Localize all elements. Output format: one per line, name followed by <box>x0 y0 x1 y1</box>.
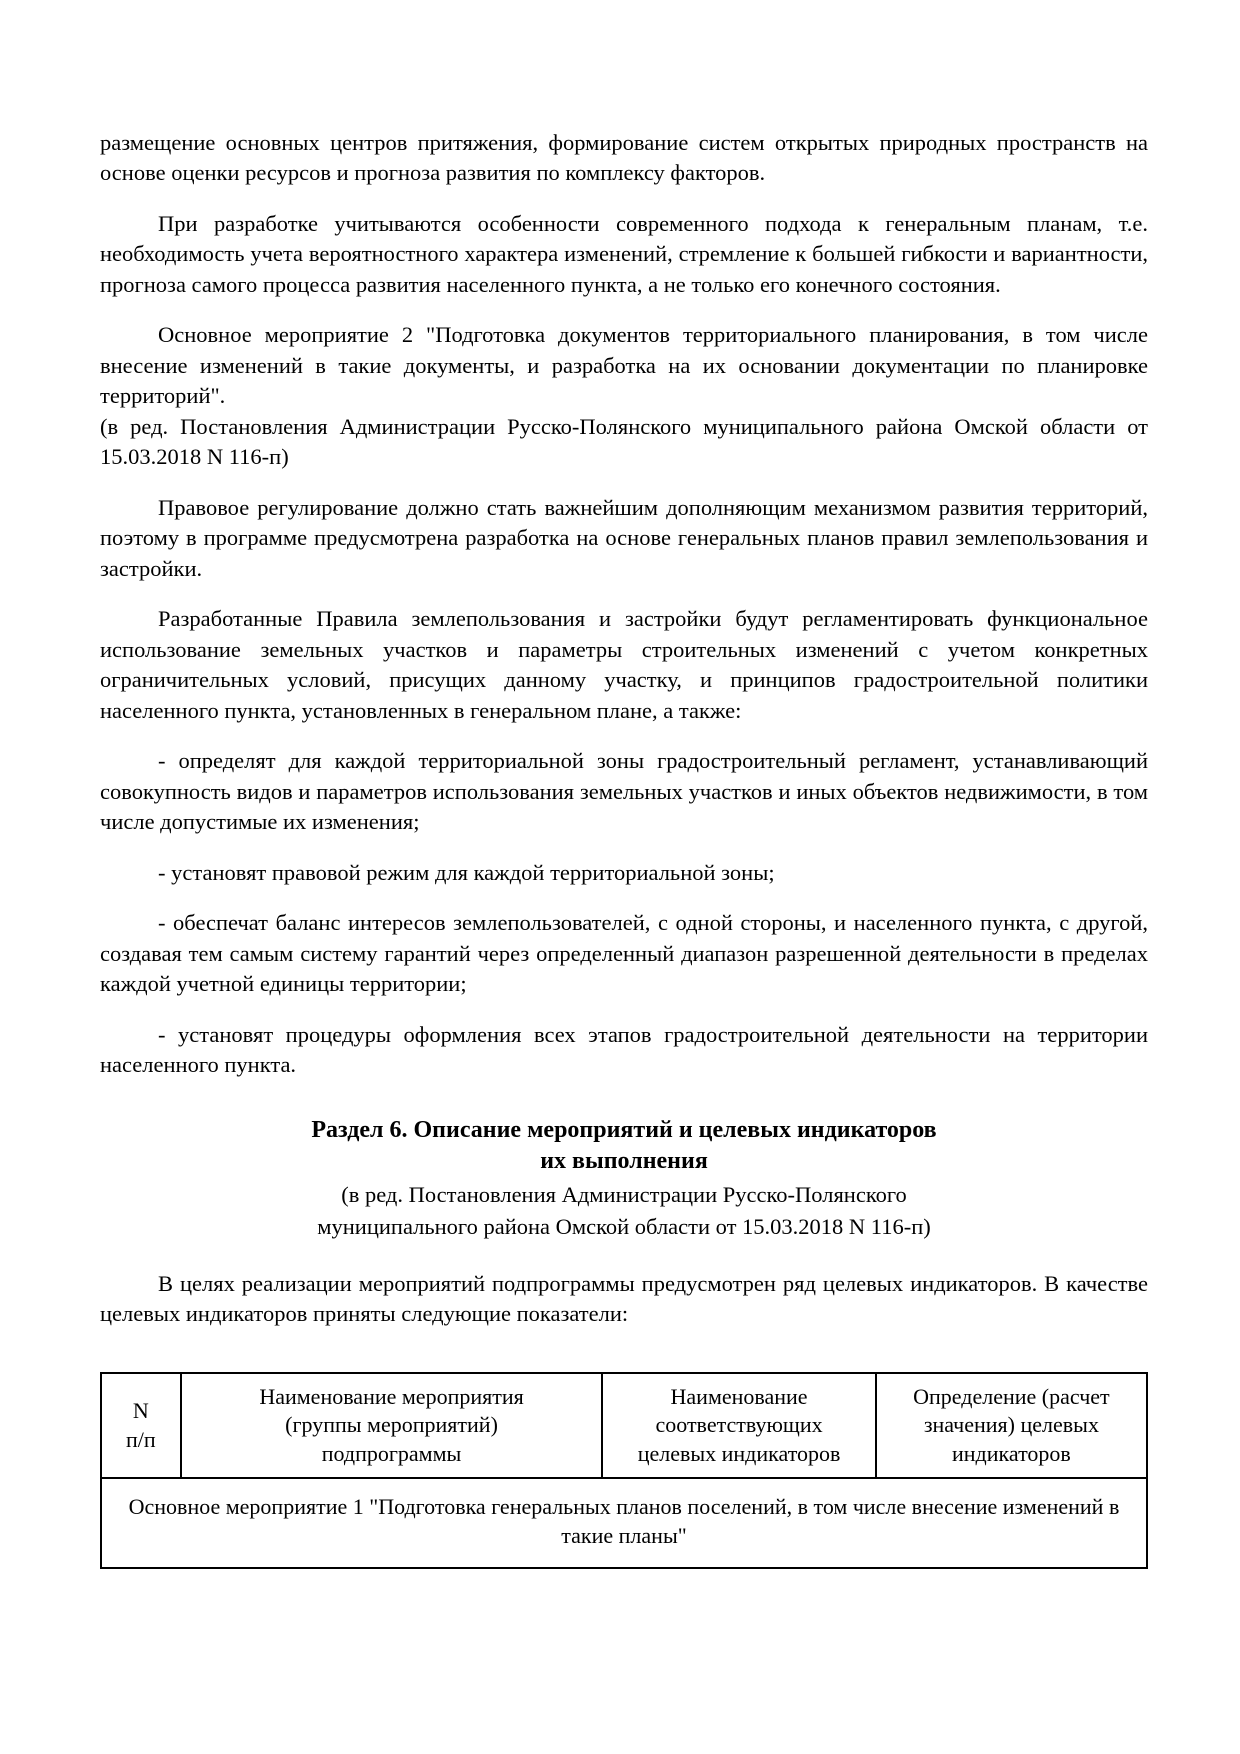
paragraph-continued: размещение основных центров притяжения, формирование систем открытых природных пространств на основе оценки ресурсов и прогноза развития по комплексу факторов. <box>100 130 1148 186</box>
paragraph-intro-indicators: В целях реализации мероприятий подпрограммы предусмотрен ряд целевых индикаторов. В качестве целевых индикаторов приняты следующие показатели: <box>100 1270 1148 1327</box>
table-header-number <box>101 1373 181 1479</box>
table-header-measure-name <box>181 1373 603 1479</box>
table-row <box>101 1478 1147 1567</box>
paragraph-bullet-regulation: - определят для каждой территориальной зоны градостроительный регламент, устанавливающий совокупность видов и параметров использования земельных участков и иных объектов недвижимости, в том числе допустимые их изменения; <box>100 748 1148 835</box>
table-header-indicator-name-line-1: Наименование <box>670 1383 808 1409</box>
table-header-indicator-name <box>602 1373 875 1479</box>
table-header-measure-name-line-1: Наименование мероприятия <box>259 1383 524 1409</box>
section-title-line-1: Раздел 6. Описание мероприятий и целевых индикаторов <box>311 1116 937 1143</box>
section-subtitle-line-1: (в ред. Постановления Администрации Русско-Полянского <box>341 1181 907 1207</box>
section-subtitle-line-2: муниципального района Омской области от 15.03.2018 N 116-п) <box>317 1214 931 1240</box>
paragraph-amendment-note: (в ред. Постановления Администрации Русско-Полянского муниципального района Омской области от 15.03.2018 N 116-п) <box>100 413 1148 470</box>
paragraph-development-approach: При разработке учитываются особенности современного подхода к генеральным планам, т.е. необходимость учета вероятностного характера изменений, стремление к большей гибкости и вариантности, прогноза самого процесса развития населенного пункта, а не только его конечного состояния. <box>100 210 1148 297</box>
table-header-definition <box>876 1373 1147 1479</box>
paragraph-rules-developed: Разработанные Правила землепользования и застройки будут регламентировать функциональное использование земельных участков и параметры строительных изменений с учетом конкретных ограничительных условий, присущих данному участку, и принципов градостроительной политики населенного пункта, установленных в генеральном плане, а также: <box>100 606 1148 723</box>
table-header-definition-line-2: значения) целевых <box>923 1412 1099 1438</box>
paragraph-legal-regulation: Правовое регулирование должно стать важнейшим дополняющим механизмом развития территорий, поэтому в программе предусмотрена разработка на основе генеральных планов правил землепользования и застройки. <box>100 494 1148 581</box>
document-body <box>100 128 1148 1569</box>
paragraph-bullet-procedures: - установят процедуры оформления всех этапов градостроительной деятельности на территории населенного пункта. <box>100 1021 1148 1078</box>
section-title-line-2: их выполнения <box>540 1148 708 1175</box>
table-row-main-measure-1: Основное мероприятие 1 "Подготовка генеральных планов поселений, в том числе внесение изменений в такие планы" <box>101 1478 1147 1567</box>
section-heading-block <box>100 1115 1148 1243</box>
table-header-definition-line-3: индикаторов <box>952 1440 1071 1466</box>
indicators-table <box>100 1372 1148 1569</box>
spacer <box>100 1243 1148 1269</box>
table-header-indicator-name-line-3: целевых индикаторов <box>637 1440 841 1466</box>
table-header-indicator-name-line-2: соответствующих <box>655 1412 823 1438</box>
paragraph-bullet-balance: - обеспечат баланс интересов землепользователей, с одной стороны, и населенного пункта, с другой, создавая тем самым систему гарантий через определенный диапазон разрешенной деятельности в пределах каждой учетной единицы территории; <box>100 910 1148 997</box>
table-header-measure-name-line-3: подпрограммы <box>321 1440 462 1466</box>
table-header-definition-line-1: Определение (расчет <box>913 1383 1110 1409</box>
paragraph-main-measure-2: Основное мероприятие 2 "Подготовка документов территориального планирования, в том числе внесение изменений в такие документы, и разработка на их основании документации по планировке территорий". <box>100 322 1148 409</box>
table-header-number-line-1: N <box>132 1397 149 1423</box>
table-header-measure-name-line-2: (группы мероприятий) <box>285 1412 498 1438</box>
table-header-row <box>101 1373 1147 1479</box>
paragraph-bullet-legal-regime: - установят правовой режим для каждой территориальной зоны; <box>158 859 775 885</box>
table-header-number-line-2: п/п <box>126 1426 156 1452</box>
